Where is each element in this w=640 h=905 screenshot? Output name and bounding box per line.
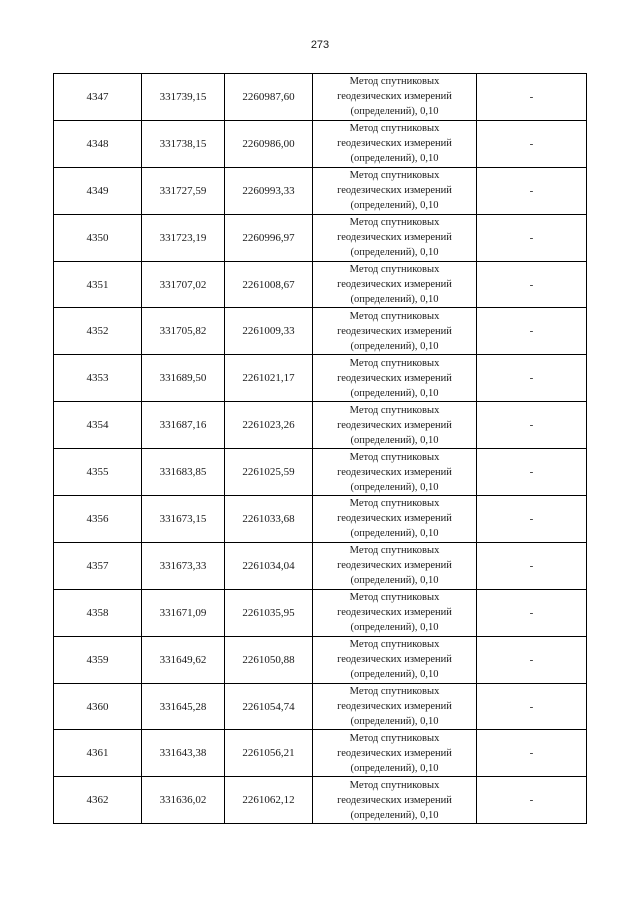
x-coordinate-cell: 331705,82 (142, 308, 225, 355)
method-line: (определений), 0,10 (350, 528, 439, 540)
y-coordinate-cell: 2261021,17 (225, 355, 313, 402)
point-number-cell: 4356 (54, 496, 142, 543)
table-row (54, 355, 587, 402)
point-number-cell: 4347 (54, 74, 142, 121)
method-line: (определений), 0,10 (350, 622, 439, 634)
method-line: (определений), 0,10 (350, 294, 439, 305)
point-number-cell: 4349 (54, 167, 142, 214)
method-line: (определений), 0,10 (350, 106, 439, 118)
note-cell: - (477, 261, 587, 308)
table-row (54, 120, 587, 167)
method-line: геодезических измерений (337, 419, 452, 431)
table-row (54, 777, 587, 824)
point-number-cell: 4352 (54, 308, 142, 355)
method-line: Метод спутниковых (349, 76, 440, 88)
method-cell (313, 683, 477, 730)
table-row (54, 636, 587, 683)
method-line: геодезических измерений (337, 654, 452, 666)
method-line: Метод спутниковых (349, 170, 440, 182)
x-coordinate-cell: 331689,50 (142, 355, 225, 402)
method-line: (определений), 0,10 (350, 575, 439, 587)
method-line: Метод спутниковых (349, 779, 440, 791)
x-coordinate-cell: 331649,62 (142, 636, 225, 683)
x-coordinate-cell: 331739,15 (142, 74, 225, 121)
x-coordinate-cell: 331643,38 (142, 730, 225, 777)
method-cell (313, 261, 477, 308)
method-line: Метод спутниковых (349, 686, 440, 698)
note-cell: - (477, 449, 587, 496)
note-cell: - (477, 167, 587, 214)
table-row (54, 402, 587, 449)
method-line: Метод спутниковых (349, 451, 440, 463)
method-cell (313, 449, 477, 496)
note-cell: - (477, 308, 587, 355)
y-coordinate-cell: 2261056,21 (225, 730, 313, 777)
method-cell (313, 730, 477, 777)
method-line: геодезических измерений (337, 701, 452, 713)
table-row (54, 496, 587, 543)
x-coordinate-cell: 331645,28 (142, 683, 225, 730)
method-cell (313, 402, 477, 449)
method-cell (313, 167, 477, 214)
method-line: Метод спутниковых (349, 732, 440, 744)
note-cell: - (477, 589, 587, 636)
method-line: Метод спутниковых (349, 123, 440, 135)
x-coordinate-cell: 331673,15 (142, 496, 225, 543)
x-coordinate-cell: 331707,02 (142, 261, 225, 308)
point-number-cell: 4360 (54, 683, 142, 730)
method-line: геодезических измерений (337, 794, 452, 806)
x-coordinate-cell: 331683,85 (142, 449, 225, 496)
x-coordinate-cell: 331738,15 (142, 120, 225, 167)
note-cell: - (477, 402, 587, 449)
method-cell (313, 496, 477, 543)
x-coordinate-cell: 331687,16 (142, 402, 225, 449)
y-coordinate-cell: 2261008,67 (225, 261, 313, 308)
method-line: (определений), 0,10 (350, 387, 439, 399)
method-line: геодезических измерений (337, 466, 452, 478)
y-coordinate-cell: 2261033,68 (225, 496, 313, 543)
y-coordinate-cell: 2260996,97 (225, 214, 313, 261)
y-coordinate-cell: 2261034,04 (225, 542, 313, 589)
x-coordinate-cell: 331723,19 (142, 214, 225, 261)
coordinates-table-body (54, 74, 587, 824)
method-line: геодезических измерений (337, 747, 452, 759)
point-number-cell: 4358 (54, 589, 142, 636)
method-cell (313, 355, 477, 402)
method-line: (определений), 0,10 (350, 716, 439, 728)
x-coordinate-cell: 331727,59 (142, 167, 225, 214)
y-coordinate-cell: 2261054,74 (225, 683, 313, 730)
method-line: Метод спутниковых (349, 545, 440, 557)
method-line: (определений), 0,10 (350, 247, 439, 259)
note-cell: - (477, 355, 587, 402)
method-line: (определений), 0,10 (350, 153, 439, 165)
y-coordinate-cell: 2260993,33 (225, 167, 313, 214)
method-line: (определений), 0,10 (350, 669, 439, 681)
method-line: геодезических измерений (337, 185, 452, 197)
x-coordinate-cell: 331673,33 (142, 542, 225, 589)
method-cell (313, 74, 477, 121)
point-number-cell: 4357 (54, 542, 142, 589)
note-cell: - (477, 777, 587, 824)
method-cell (313, 589, 477, 636)
method-line: Метод спутниковых (349, 404, 440, 416)
method-line: геодезических измерений (337, 138, 452, 150)
method-line: геодезических измерений (337, 607, 452, 619)
method-line: (определений), 0,10 (350, 434, 439, 446)
method-line: геодезических измерений (337, 325, 452, 337)
y-coordinate-cell: 2260986,00 (225, 120, 313, 167)
y-coordinate-cell: 2261025,59 (225, 449, 313, 496)
method-cell (313, 777, 477, 824)
point-number-cell: 4362 (54, 777, 142, 824)
point-number-cell: 4359 (54, 636, 142, 683)
y-coordinate-cell: 2261062,12 (225, 777, 313, 824)
method-line: Метод спутниковых (349, 310, 440, 322)
table-row (54, 167, 587, 214)
point-number-cell: 4350 (54, 214, 142, 261)
table-row (54, 214, 587, 261)
table-row (54, 449, 587, 496)
method-cell (313, 308, 477, 355)
method-cell (313, 636, 477, 683)
method-line: (определений), 0,10 (350, 762, 439, 774)
note-cell: - (477, 74, 587, 121)
table-row (54, 683, 587, 730)
y-coordinate-cell: 2261023,26 (225, 402, 313, 449)
note-cell: - (477, 214, 587, 261)
coordinates-table (53, 73, 587, 824)
point-number-cell: 4355 (54, 449, 142, 496)
method-line: Метод спутниковых (349, 357, 440, 369)
note-cell: - (477, 542, 587, 589)
method-cell (313, 214, 477, 261)
y-coordinate-cell: 2261050,88 (225, 636, 313, 683)
method-line: (определений), 0,10 (350, 200, 439, 212)
y-coordinate-cell: 2260987,60 (225, 74, 313, 121)
method-cell (313, 542, 477, 589)
method-line: Метод спутниковых (349, 264, 440, 275)
method-line: геодезических измерений (337, 91, 452, 103)
method-line: геодезических измерений (337, 560, 452, 572)
y-coordinate-cell: 2261035,95 (225, 589, 313, 636)
table-row (54, 261, 587, 308)
table-row (54, 589, 587, 636)
method-line: Метод спутниковых (349, 639, 440, 651)
table-row (54, 730, 587, 777)
table-row (54, 308, 587, 355)
method-line: (определений), 0,10 (350, 481, 439, 493)
method-line: (определений), 0,10 (350, 809, 439, 821)
method-line: Метод спутниковых (349, 498, 440, 510)
point-number-cell: 4353 (54, 355, 142, 402)
point-number-cell: 4348 (54, 120, 142, 167)
method-line: Метод спутниковых (349, 217, 440, 229)
method-line: геодезических измерений (337, 513, 452, 525)
note-cell: - (477, 730, 587, 777)
table-row (54, 74, 587, 121)
method-line: Метод спутниковых (349, 592, 440, 604)
method-line: геодезических измерений (337, 372, 452, 384)
y-coordinate-cell: 2261009,33 (225, 308, 313, 355)
method-line: геодезических измерений (337, 279, 452, 290)
note-cell: - (477, 120, 587, 167)
method-cell (313, 120, 477, 167)
point-number-cell: 4361 (54, 730, 142, 777)
note-cell: - (477, 683, 587, 730)
table-row (54, 542, 587, 589)
method-line: (определений), 0,10 (350, 340, 439, 352)
method-line: геодезических измерений (337, 232, 452, 244)
note-cell: - (477, 496, 587, 543)
page-number: 273 (310, 39, 330, 51)
x-coordinate-cell: 331636,02 (142, 777, 225, 824)
point-number-cell: 4354 (54, 402, 142, 449)
note-cell: - (477, 636, 587, 683)
point-number-cell: 4351 (54, 261, 142, 308)
x-coordinate-cell: 331671,09 (142, 589, 225, 636)
